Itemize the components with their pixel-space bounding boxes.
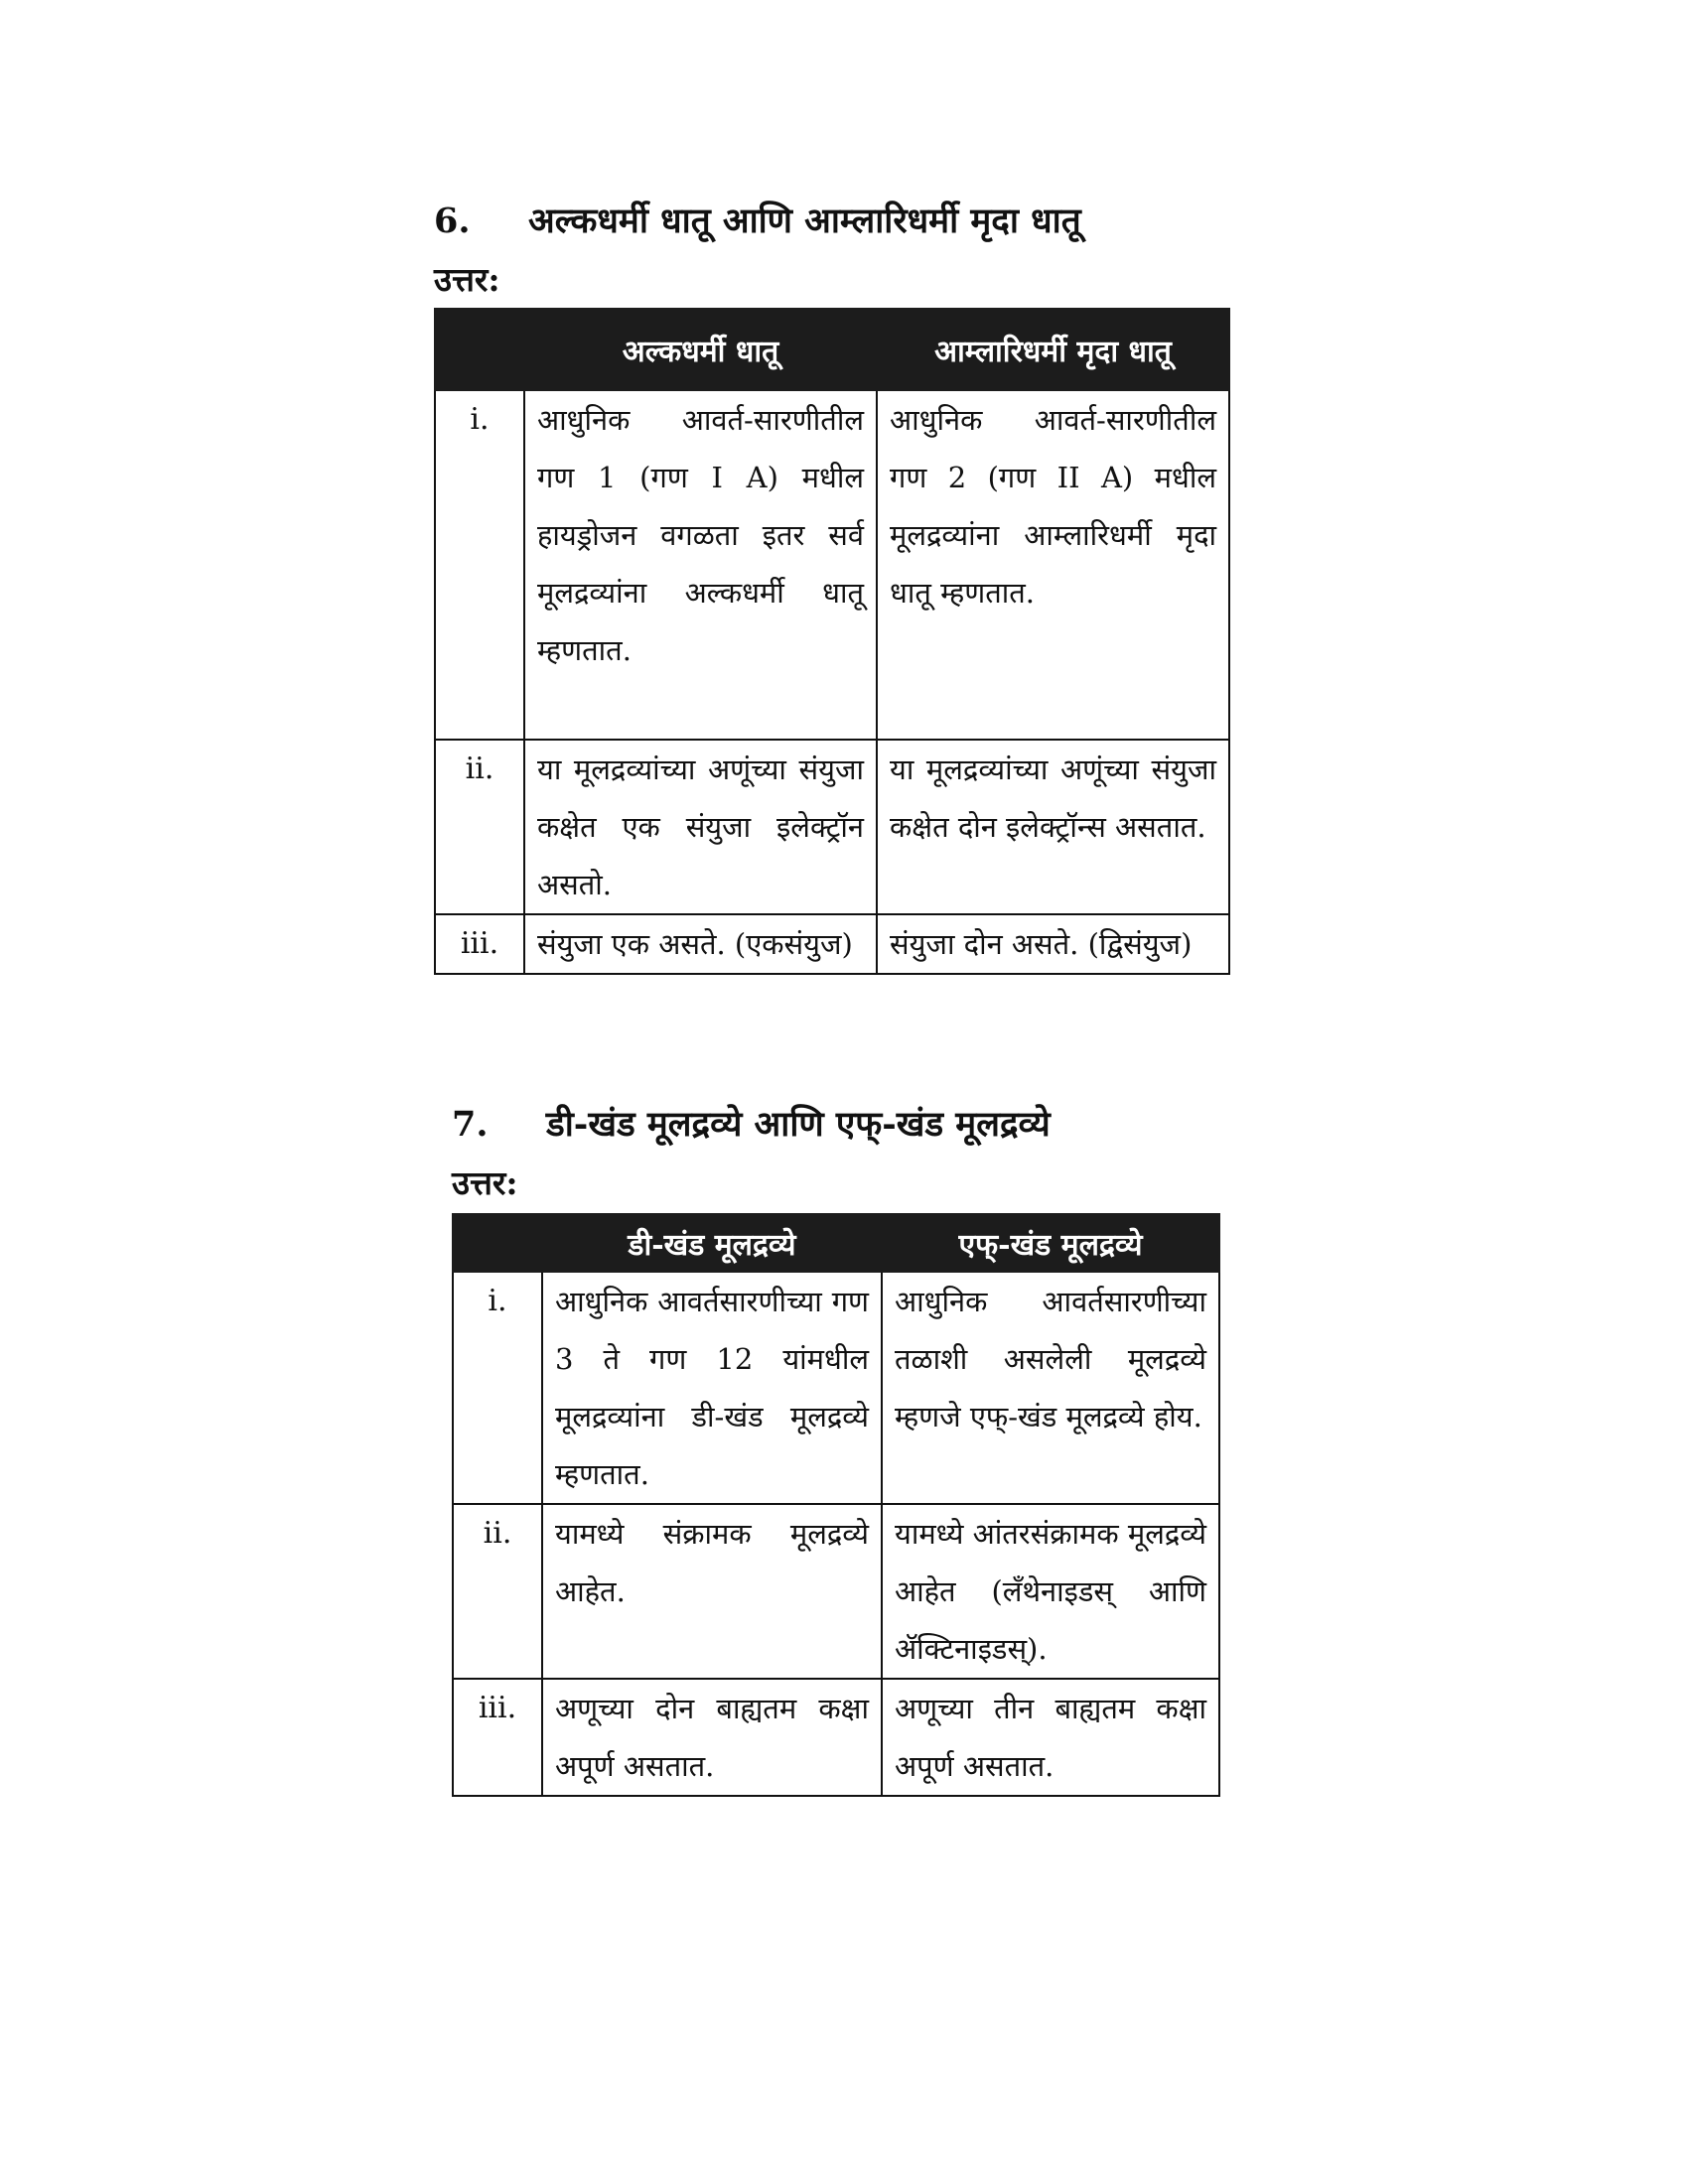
header-alkali-metals: अल्कधर्मी धातू (524, 309, 877, 390)
table-row (453, 1504, 1219, 1679)
cell-f-block-incomplete-shells: अणूच्या तीन बाह्यतम कक्षा अपूर्ण असतात. (882, 1679, 1219, 1796)
header-alkaline-earth-metals: आम्लारिधर्मी मृदा धातू (877, 309, 1229, 390)
cell-alkali-valence-electrons: या मूलद्रव्यांच्या अणूंच्या संयुजा कक्षेत एक संयुजा इलेक्ट्रॉन असतो. (524, 740, 877, 914)
row-number: i. (453, 1272, 542, 1504)
header-d-block-elements: डी-खंड मूलद्रव्ये (542, 1214, 882, 1272)
header-f-block-elements: एफ्-खंड मूलद्रव्ये (882, 1214, 1219, 1272)
cell-alkaline-earth-valence-electrons: या मूलद्रव्यांच्या अणूंच्या संयुजा कक्षेत दोन इलेक्ट्रॉन्स असतात. (877, 740, 1229, 914)
question-6-title: अल्कधर्मी धातू आणि आम्लारिधर्मी मृदा धातू (528, 201, 1081, 241)
header-corner-cell (453, 1214, 542, 1272)
row-number: ii. (435, 740, 524, 914)
question-6-answer-label: उत्तर: (434, 260, 500, 299)
table-header-row (453, 1214, 1219, 1272)
row-number: iii. (453, 1679, 542, 1796)
table-row (435, 390, 1229, 740)
table-row (453, 1679, 1219, 1796)
table-row (453, 1272, 1219, 1504)
table-row (435, 914, 1229, 974)
row-number: iii. (435, 914, 524, 974)
cell-d-block-incomplete-shells: अणूच्या दोन बाह्यतम कक्षा अपूर्ण असतात. (542, 1679, 882, 1796)
cell-d-block-definition: आधुनिक आवर्तसारणीच्या गण 3 ते गण 12 यांमधील मूलद्रव्यांना डी-खंड मूलद्रव्ये म्हणतात. (542, 1272, 882, 1504)
row-number: ii. (453, 1504, 542, 1679)
cell-alkali-valency: संयुजा एक असते. (एकसंयुज) (524, 914, 877, 974)
cell-alkaline-earth-valency: संयुजा दोन असते. (द्विसंयुज) (877, 914, 1229, 974)
row-number: i. (435, 390, 524, 740)
question-6-number: 6. (434, 201, 471, 241)
table-header-row (435, 309, 1229, 390)
question-7-title: डी-खंड मूलद्रव्ये आणि एफ्-खंड मूलद्रव्ये (546, 1104, 1051, 1145)
cell-f-block-inner-transition: यामध्ये आंतरसंक्रामक मूलद्रव्ये आहेत (लँथेनाइडस् आणि ॲक्टिनाइडस्). (882, 1504, 1219, 1679)
comparison-table-q6 (434, 308, 1230, 975)
question-7-answer-label: उत्तर: (452, 1163, 518, 1202)
cell-alkali-definition: आधुनिक आवर्त-सारणीतील गण 1 (गण I A) मधील हायड्रोजन वगळता इतर सर्व मूलद्रव्यांना अल्कधर्मी धातू म्हणतात. (524, 390, 877, 740)
question-7-heading (452, 1104, 1051, 1145)
cell-f-block-definition: आधुनिक आवर्तसारणीच्या तळाशी असलेली मूलद्रव्ये म्हणजे एफ्-खंड मूलद्रव्ये होय. (882, 1272, 1219, 1504)
question-7-number: 7. (452, 1104, 489, 1145)
cell-d-block-transition: यामध्ये संक्रामक मूलद्रव्ये आहेत. (542, 1504, 882, 1679)
header-corner-cell (435, 309, 524, 390)
table-row (435, 740, 1229, 914)
comparison-table-q7 (452, 1213, 1220, 1797)
cell-alkaline-earth-definition: आधुनिक आवर्त-सारणीतील गण 2 (गण II A) मधील मूलद्रव्यांना आम्लारिधर्मी मृदा धातू म्हणतात. (877, 390, 1229, 740)
question-6-heading (434, 201, 1081, 241)
